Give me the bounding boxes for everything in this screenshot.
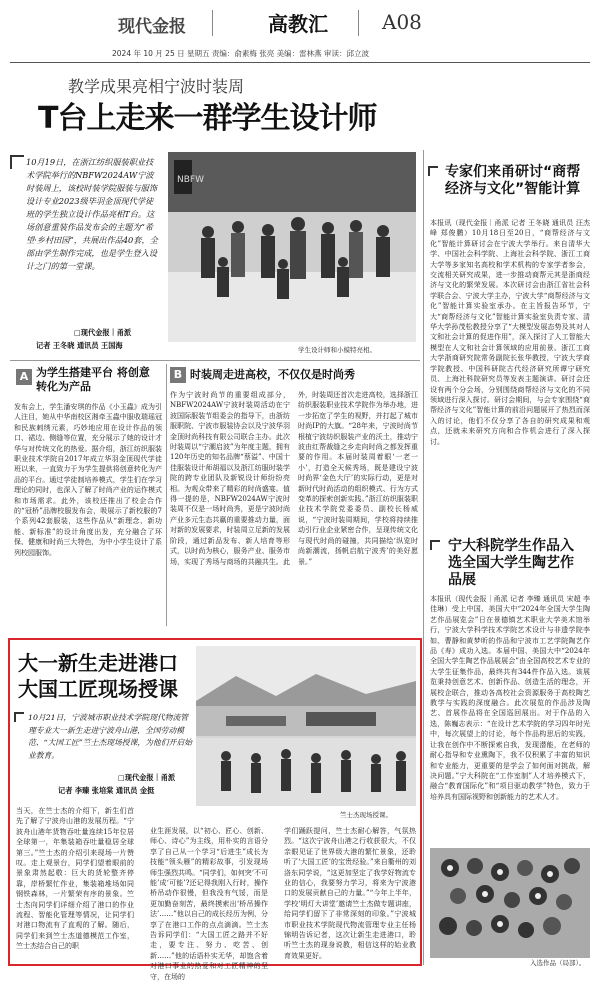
featured-title-line1: 大一新生走进港口	[18, 651, 178, 675]
story-headline: T台上走来一群学生设计师	[38, 101, 377, 136]
lead-bracket	[10, 155, 24, 169]
featured-col2: 业生涯发展，以“初心、匠心、创新、师心、诗心”为主线，用朴实的言语分享了自己从一个学习“后进生”成长为技能“领头雁”的精彩故事，引发现场师生强烈共鸣。“同学们，如何突‘不可能’成‘可能’?还记得我刚入行时，操作桥吊动作很慢，但我没有气馁，而是更加勤奋刻苦，最终摸索出‘桥吊操作法’……”他以自己的成长经历为例，分享了在港口工作的点点滴滴。竺士杰告诉同学们：“大国工匠之路并不好走，要专注、努力、吃苦、创新……”他的话语朴实无华，却饱含着对港口事业的热爱和对工匠精神的坚守，在场的	[150, 827, 268, 981]
main-lead: 10月19日，在浙江纺织服装职业技术学院举行的NBFW2024AW宁波时装周上，该校时装学院服装与服饰设计专业2023级毕羽金顶现代学徒班的学生独立设计作品亮相T台。这场创意重装作品发布会的主题为“希望·乡村田园”，共展出作品40套，全部由学生制作完成，也是学生登入设计之门的第一堂课。	[26, 157, 158, 271]
main-photo-caption: 学生设计师和小模特亮相。	[298, 346, 376, 354]
port-lecture-photo	[196, 646, 416, 806]
side-story-bracket	[428, 166, 438, 176]
featured-source: □现代金报｜甬派	[118, 773, 176, 782]
pottery-photo-caption: 入选作品（局部）。	[530, 959, 586, 967]
section-a-text: 发布会上，学生潘安琪的作品《小玉蟲》成为引人注目，她从中华南校区湘牵玉蟲中服收瑞瑶冠和民族刺绣元素，巧妙地应用在设计作品的领口、裙边、侧缝等位置，充分展示了她的设计才华与对传统文化的热爱。据介绍，浙江纺织服装职业技术学院自2017年成立华羽金顶现代学徒班以来，一直致力于为学生提供将创意转化为产品的平台。通过学徒制培养模式，学生们在学习理论的同时，也深入了解了时尚产业的运作模式和市场需求。此外，该校还推出了校企合作的“冠桥”品牌校服发布会，吸展示了新校服的7个系列42套服装，这些作品从“新理念、新功能、新标准”的设计角度出发，充分融合了环保、健康和时尚三大特色，为中小学生设计了系列校园服饰。	[14, 403, 162, 557]
section-rule	[10, 360, 420, 361]
header-separator	[358, 10, 359, 36]
pottery-image	[430, 848, 590, 958]
story-kicker: 教学成果亮相宁波时装周	[68, 77, 245, 96]
svg-text:NBFW: NBFW	[177, 175, 204, 185]
issue-meta: 2024 年 10 月 25 日 星期五 责编：俞素梅 张亮 美编：雷林燕 审读：邱立波	[112, 49, 370, 58]
section-b-marker: B	[170, 367, 186, 383]
featured-col3: 学们踊跃提问，竺士杰耐心解答，气氛热烈。“这次宁波舟山港之行收获很大，不仅亲眼见证了世界级大港的繁忙景象，还聆听了‘大国工匠’的宝贵经验。”来自衢州的刘洛东同学说，“这更加坚定了我学好物流专业的信心，我要努力学习，将来为宁波港口的发展贡献自己的力量。”“今年上半年，学校‘明灯大讲堂’邀请竺士杰做专题讲座，给同学们留下了非常深刻的印象。”宁波城市职业技术学院现代物流管理专业主任杨锦明告诉记者，这次让新生走进港口，聆听竺士杰的现身说教，相信这样的始业教育效果更好。	[284, 827, 416, 960]
featured-photo-caption: 竺士杰现场授课。	[340, 811, 392, 819]
side-story-2-title: 宁大科院学生作品入选全国大学生陶艺作品展	[448, 538, 574, 588]
side-story-1-text: 本报讯（现代金报｜甬派 记者 王冬晓 通讯员 汪杰峰 郑俊鹏）10月18日至20日，“商帮经济与文化”智能计算研讨会在宁波大学举行。来自清华大学、中国社会科学院、上海社会科学院、浙江工商大学等多家知名高校和学术机构的专家学者参会，交流相关研究成果，进一步推动商帮元其是浙商经济与文化的繁荣发展。本次研讨会由浙江省社会科学联合会、宁波大学主办，宁波大学“商帮经济与文化”智能计算实验室承办。在主旨报告环节，宁大“商帮经济与文化”智能计算实验室负责专家、清华大学孙茂松教授分享了“大模型发展态势及其对人文和社会计算的促进作用”，深入探讨了人工智能大模型在人文和社会计算领域的应用前景。浙江工商大学浙商研究院常务副院长张华教授，宁波大学商学院教授、中国科研院古代经济研究所谭宁研究员、上海社科院研究员等发表主题演讲。研讨会还设有两个分会场，分别围绕商帮经济与文化的不同领域进行深入探讨。研讨会期间，与会专家围绕“商帮经济与文化”智能计算的前沿问题展开了热烈而深入的讨论，他们不仅分享了各自的研究成果和观点，还就未来研究方向和合作机会进行了深入探讨。	[430, 219, 590, 446]
newspaper-brand: 现代金报	[118, 17, 186, 37]
port-image	[196, 646, 416, 806]
column-name: 高教汇	[268, 12, 328, 36]
section-b-text: 作为宁波时尚节的重要组成部分，NBFW2024AW宁波时装周活动在宁波国际服装节组委会的指导下，由浙纺服职院、宁波市服装协会以及宁波华羽金顶时尚科技有限公司联合主办。此次时装周以“宁潮启波”为年度主题，拥有120年历史的知名品牌“蔡溢”、中国十佳服装设计师胡福以及浙江纺服时装学院的跨专业团队及新锐设计师纷纷亮相。为观众带来了精彩的时尚盛宴。值得一提的是，NBFW2024AW宁波时装周不仅是一场时尚秀，更是宁波时尚产业多元生态共赢的重要推动力量，面对新的发展要求，时装周立足新的发展阶段，通过新品发布、新人培育等形式，以时尚为核心，服务产业、服务市场，实现了秀场与商场的共融共生。此外，时装周还首次走进高校，选择浙江纺织服装职业技术学院作为举办地，进一步拓宽了学生的视野，并打起了城市时尚IP的大旗。“28年来，宁波时尚节根植宁波纺织服装产业的沃土，推动宁波由红帮裁缝之乡走向时尚之都发挥重要的作用。本届时装周着眼‘一老一小’，打造全天候秀场，既是建设宁波时尚界‘金色大厅’的实际行动，更是对新时代时尚活动的组织模式、行为方式变革的探索创新实践。”浙江纺织服装职业技术学院党委委员、副校长杨威说，“宁波时装周期间，学校将持续推动引行业企业紧密合作，呈现传统文化与现代时尚的碰撞，共同描绘‘纵览时尚新潮流，扬帆启航宁波秀’的美好愿景。”	[170, 391, 418, 566]
side-story-2-text: 本报讯（现代金报｜甬派 记者 李臻 通讯员 宋超 李佳琳）受上中国、美国大中“2024年全国大学生陶艺作品展览会”日在景德镇艺术职业大学美术馆举行，宁波大学科学技术学院艺术设计与非遗学院李如、曹静和黄梦昕的作品和宁波市工艺学院陶艺作品《寿》成功入选。本届中国、美国大中“2024年全国大学生陶艺作品展展会”由全国高校艺术专业的大学生征集作品，最终共有344件作品入选。该展览秉持创意艺术、创新作品、创造生活的理念，开展校企联合，推动各高校社会资源服务于高校陶艺教学与实践的深度融合。此次展览的作品涉及陶艺、首展作品将在全国巡回展出。对于作品的入选，陈巍志表示：“在设计艺术学院的学习四年时光中，每次展望上的讨论，每个作品构思后的实践，让我在创作中不断探索自我，发现潜能，在老师的耐心指导和专业熏陶下，我不仅积累了丰富的知识和专业能力，更重要的是学会了如何面对挑战，解决问题。”宁大科院在“工作室制”人才培养模式下，融合“教育国际化”和“项目驱动教学”特色，致力于培养具有国际视野和创新能力的艺术人才。	[430, 595, 590, 801]
main-source: □现代金报｜甬派	[74, 328, 132, 337]
header-rule	[10, 62, 590, 63]
runway-image	[168, 152, 416, 342]
featured-col1: 当天，在竺士杰的介绍下，新生们首先了解了宁波舟山港的发展历程。“宁波舟山港年货物吞吐量连续15年位居全球第一，年集装箱吞吐量稳居全球第三。”竺士杰的介绍引来现场一片赞叹。走上观景台，同学们望着眼前的景象肃然起敬：巨大的货轮整齐停靠，岸桥繁忙作业，集装箱堆场如同钢铁森林，一片繁荣有序的景象。竺士杰向同学们详细介绍了港口的作业流程、智能化管理等情况，让同学们对港口物流有了直观的了解。随后，同学们来到竺士杰道德模范工作室，竺士杰结合自己的职	[16, 807, 134, 951]
pottery-photo	[430, 848, 590, 958]
main-byline: 记者 王冬晓 通讯员 王国海	[36, 341, 123, 350]
section-a-marker: A	[16, 369, 32, 385]
featured-lead: 10月21日，宁波城市职业技术学院现代物流管理专业大一新生走进宁波舟山港，全国劳动模范、“大国工匠”竺士杰现场授课，为他们开启始业教育。	[28, 713, 192, 760]
featured-byline: 记者 李臻 张培棠 通讯员 金挺	[58, 786, 155, 795]
section-b-title: 时装周走进高校，不仅仅是时尚秀	[190, 368, 355, 381]
page-number: A08	[382, 10, 422, 34]
side-story-1-title: 专家们来甬研讨“商帮经济与文化”智能计算	[445, 164, 581, 197]
column-divider	[423, 150, 424, 965]
fashion-show-photo	[168, 152, 416, 342]
header-separator	[212, 10, 213, 36]
section-a-title: 为学生搭建平台 将创意转化为产品	[36, 366, 150, 393]
side-story-bracket	[430, 540, 440, 550]
featured-lead-bracket	[14, 712, 24, 722]
column-divider	[166, 364, 167, 626]
featured-title-line2: 大国工匠现场授课	[18, 677, 178, 701]
